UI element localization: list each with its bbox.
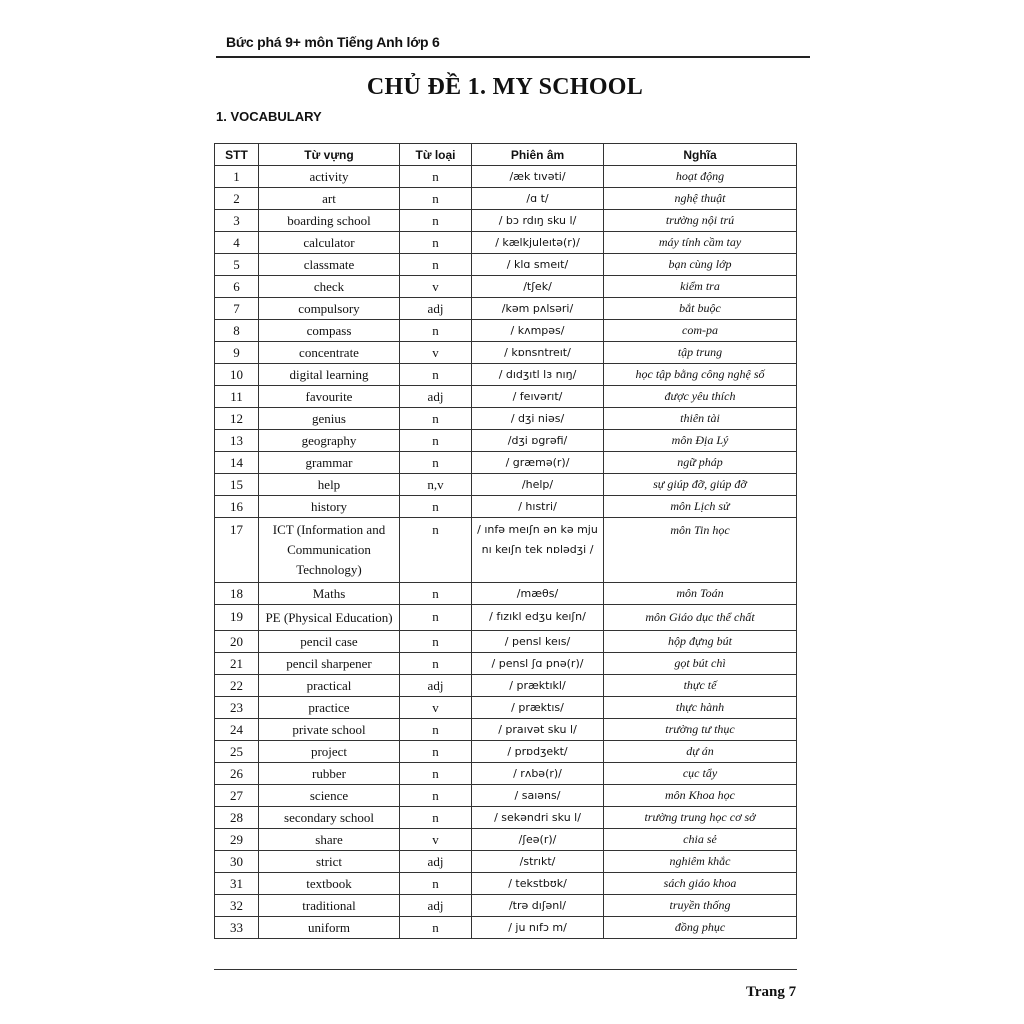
stt-cell: 20 xyxy=(215,631,259,653)
table-row xyxy=(215,807,797,829)
ipa-cell: / klɑ smeıt/ xyxy=(472,254,604,276)
meaning-cell: tập trung xyxy=(604,342,797,364)
ipa-cell: / kʌmpəs/ xyxy=(472,320,604,342)
pos-cell: n xyxy=(400,653,472,675)
table-row xyxy=(215,631,797,653)
word-cell: practical xyxy=(259,675,400,697)
ipa-cell: / kælkjuleıtə(r)/ xyxy=(472,232,604,254)
meaning-cell: đồng phục xyxy=(604,917,797,939)
meaning-cell: nghiêm khắc xyxy=(604,851,797,873)
pos-cell: n xyxy=(400,496,472,518)
ipa-cell: / praıvət sku l/ xyxy=(472,719,604,741)
word-cell: share xyxy=(259,829,400,851)
meaning-cell: thực hành xyxy=(604,697,797,719)
pos-cell: n xyxy=(400,232,472,254)
word-cell: practice xyxy=(259,697,400,719)
table-row xyxy=(215,232,797,254)
word-cell: activity xyxy=(259,166,400,188)
stt-cell: 3 xyxy=(215,210,259,232)
word-cell: digital learning xyxy=(259,364,400,386)
table-row xyxy=(215,851,797,873)
word-cell: compass xyxy=(259,320,400,342)
stt-cell: 15 xyxy=(215,474,259,496)
table-row xyxy=(215,785,797,807)
word-cell: history xyxy=(259,496,400,518)
word-cell: classmate xyxy=(259,254,400,276)
table-row xyxy=(215,430,797,452)
word-cell: science xyxy=(259,785,400,807)
table-row xyxy=(215,741,797,763)
ipa-cell: / fızıkl edʒu keıʃn/ xyxy=(472,605,604,631)
header-meaning: Nghĩa xyxy=(604,144,797,166)
word-cell: compulsory xyxy=(259,298,400,320)
ipa-cell: / kɒnsntreıt/ xyxy=(472,342,604,364)
meaning-cell: bạn cùng lớp xyxy=(604,254,797,276)
stt-cell: 2 xyxy=(215,188,259,210)
ipa-cell: / sekəndri sku l/ xyxy=(472,807,604,829)
ipa-cell: / tekstbʊk/ xyxy=(472,873,604,895)
ipa-cell: / rʌbə(r)/ xyxy=(472,763,604,785)
pos-cell: n xyxy=(400,917,472,939)
table-row xyxy=(215,188,797,210)
stt-cell: 26 xyxy=(215,763,259,785)
word-cell: check xyxy=(259,276,400,298)
pos-cell: n xyxy=(400,583,472,605)
word-cell: calculator xyxy=(259,232,400,254)
meaning-cell: hoạt động xyxy=(604,166,797,188)
meaning-cell: sự giúp đỡ, giúp đỡ xyxy=(604,474,797,496)
stt-cell: 24 xyxy=(215,719,259,741)
ipa-cell: /help/ xyxy=(472,474,604,496)
word-cell: pencil case xyxy=(259,631,400,653)
word-cell: art xyxy=(259,188,400,210)
meaning-cell: môn Giáo dục thể chất xyxy=(604,605,797,631)
ipa-cell: /trə dıʃənl/ xyxy=(472,895,604,917)
table-row xyxy=(215,697,797,719)
ipa-cell: /dʒi ɒgrəfi/ xyxy=(472,430,604,452)
word-cell: textbook xyxy=(259,873,400,895)
pos-cell: adj xyxy=(400,298,472,320)
meaning-cell: dự án xyxy=(604,741,797,763)
pos-cell: adj xyxy=(400,675,472,697)
meaning-cell: được yêu thích xyxy=(604,386,797,408)
table-row xyxy=(215,895,797,917)
meaning-cell: trường nội trú xyxy=(604,210,797,232)
stt-cell: 7 xyxy=(215,298,259,320)
ipa-cell: /kəm pʌlsəri/ xyxy=(472,298,604,320)
meaning-cell: môn Địa Lý xyxy=(604,430,797,452)
table-row xyxy=(215,166,797,188)
meaning-cell: trường tư thục xyxy=(604,719,797,741)
pos-cell: n xyxy=(400,166,472,188)
word-cell: traditional xyxy=(259,895,400,917)
stt-cell: 31 xyxy=(215,873,259,895)
pos-cell: adj xyxy=(400,386,472,408)
stt-cell: 19 xyxy=(215,605,259,631)
pos-cell: n xyxy=(400,364,472,386)
meaning-cell: gọt bút chì xyxy=(604,653,797,675)
meaning-cell: cục tẩy xyxy=(604,763,797,785)
word-cell: grammar xyxy=(259,452,400,474)
stt-cell: 11 xyxy=(215,386,259,408)
stt-cell: 17 xyxy=(215,518,259,583)
stt-cell: 25 xyxy=(215,741,259,763)
table-row xyxy=(215,342,797,364)
meaning-cell: hộp đựng bút xyxy=(604,631,797,653)
word-cell: boarding school xyxy=(259,210,400,232)
ipa-cell: / græmə(r)/ xyxy=(472,452,604,474)
ipa-cell: / præktıs/ xyxy=(472,697,604,719)
ipa-cell: / dıdʒıtl lɜ nıŋ/ xyxy=(472,364,604,386)
pos-cell: v xyxy=(400,697,472,719)
stt-cell: 13 xyxy=(215,430,259,452)
table-row xyxy=(215,763,797,785)
stt-cell: 29 xyxy=(215,829,259,851)
meaning-cell: kiểm tra xyxy=(604,276,797,298)
meaning-cell: bắt buộc xyxy=(604,298,797,320)
ipa-cell: / bɔ rdıŋ sku l/ xyxy=(472,210,604,232)
table-row xyxy=(215,917,797,939)
book-header: Bức phá 9+ môn Tiếng Anh lớp 6 xyxy=(226,34,440,50)
stt-cell: 8 xyxy=(215,320,259,342)
table-row xyxy=(215,474,797,496)
table-row xyxy=(215,605,797,631)
word-cell: ICT (Information and Communication Technology) xyxy=(259,518,400,583)
ipa-cell: / pensl keıs/ xyxy=(472,631,604,653)
ipa-cell: / pensl ʃɑ pnə(r)/ xyxy=(472,653,604,675)
pos-cell: adj xyxy=(400,851,472,873)
table-row xyxy=(215,298,797,320)
ipa-cell: /tʃek/ xyxy=(472,276,604,298)
meaning-cell: sách giáo khoa xyxy=(604,873,797,895)
pos-cell: n xyxy=(400,873,472,895)
stt-cell: 21 xyxy=(215,653,259,675)
stt-cell: 6 xyxy=(215,276,259,298)
ipa-cell: /mæθs/ xyxy=(472,583,604,605)
ipa-cell: /æk tıvəti/ xyxy=(472,166,604,188)
word-cell: private school xyxy=(259,719,400,741)
pos-cell: n xyxy=(400,254,472,276)
pos-cell: n xyxy=(400,605,472,631)
stt-cell: 30 xyxy=(215,851,259,873)
meaning-cell: môn Toán xyxy=(604,583,797,605)
meaning-cell: học tập bằng công nghệ số xyxy=(604,364,797,386)
table-header-row xyxy=(215,144,797,166)
stt-cell: 16 xyxy=(215,496,259,518)
ipa-cell: / ju nıfɔ m/ xyxy=(472,917,604,939)
meaning-cell: thiên tài xyxy=(604,408,797,430)
word-cell: geography xyxy=(259,430,400,452)
word-cell: PE (Physical Education) xyxy=(259,605,400,631)
stt-cell: 10 xyxy=(215,364,259,386)
pos-cell: n xyxy=(400,763,472,785)
stt-cell: 22 xyxy=(215,675,259,697)
table-row xyxy=(215,675,797,697)
word-cell: secondary school xyxy=(259,807,400,829)
meaning-cell: truyền thống xyxy=(604,895,797,917)
table-row xyxy=(215,408,797,430)
meaning-cell: môn Lịch sử xyxy=(604,496,797,518)
word-cell: favourite xyxy=(259,386,400,408)
stt-cell: 32 xyxy=(215,895,259,917)
stt-cell: 28 xyxy=(215,807,259,829)
stt-cell: 9 xyxy=(215,342,259,364)
word-cell: uniform xyxy=(259,917,400,939)
meaning-cell: thực tế xyxy=(604,675,797,697)
meaning-cell: môn Khoa học xyxy=(604,785,797,807)
table-row xyxy=(215,583,797,605)
ipa-cell: / præktıkl/ xyxy=(472,675,604,697)
stt-cell: 1 xyxy=(215,166,259,188)
page-number: Trang 7 xyxy=(746,984,797,1000)
ipa-cell: /ʃeə(r)/ xyxy=(472,829,604,851)
table-row xyxy=(215,653,797,675)
vocabulary-table xyxy=(214,143,797,939)
pos-cell: v xyxy=(400,342,472,364)
table-row xyxy=(215,276,797,298)
stt-cell: 27 xyxy=(215,785,259,807)
meaning-cell: máy tính cầm tay xyxy=(604,232,797,254)
pos-cell: n xyxy=(400,518,472,583)
table-bottom-rule xyxy=(214,969,797,970)
stt-cell: 23 xyxy=(215,697,259,719)
pos-cell: n xyxy=(400,320,472,342)
ipa-cell: / prɒdʒekt/ xyxy=(472,741,604,763)
pos-cell: n xyxy=(400,807,472,829)
section-heading: 1. VOCABULARY xyxy=(216,109,322,124)
pos-cell: adj xyxy=(400,895,472,917)
stt-cell: 5 xyxy=(215,254,259,276)
stt-cell: 4 xyxy=(215,232,259,254)
header-pos: Từ loại xyxy=(400,144,472,166)
header-stt: STT xyxy=(215,144,259,166)
ipa-cell: /ɑ t/ xyxy=(472,188,604,210)
pos-cell: n xyxy=(400,210,472,232)
word-cell: project xyxy=(259,741,400,763)
header-word: Từ vựng xyxy=(259,144,400,166)
table-row xyxy=(215,320,797,342)
ipa-cell: / dʒi niəs/ xyxy=(472,408,604,430)
stt-cell: 33 xyxy=(215,917,259,939)
table-row xyxy=(215,518,797,583)
word-cell: pencil sharpener xyxy=(259,653,400,675)
stt-cell: 12 xyxy=(215,408,259,430)
pos-cell: n xyxy=(400,452,472,474)
header-ipa: Phiên âm xyxy=(472,144,604,166)
meaning-cell: chia sẻ xyxy=(604,829,797,851)
pos-cell: n xyxy=(400,741,472,763)
ipa-cell: / ınfə meıʃn ən kə mju nı keıʃn tek nɒlədʒi / xyxy=(472,518,604,583)
table-row xyxy=(215,452,797,474)
pos-cell: v xyxy=(400,276,472,298)
table-row xyxy=(215,719,797,741)
word-cell: strict xyxy=(259,851,400,873)
word-cell: concentrate xyxy=(259,342,400,364)
ipa-cell: / feıvərıt/ xyxy=(472,386,604,408)
table-row xyxy=(215,254,797,276)
table-row xyxy=(215,386,797,408)
table-row xyxy=(215,210,797,232)
word-cell: help xyxy=(259,474,400,496)
table-row xyxy=(215,873,797,895)
ipa-cell: /strıkt/ xyxy=(472,851,604,873)
word-cell: rubber xyxy=(259,763,400,785)
page-title: CHỦ ĐỀ 1. MY SCHOOL xyxy=(366,74,644,100)
ipa-cell: / hıstri/ xyxy=(472,496,604,518)
ipa-cell: / saıəns/ xyxy=(472,785,604,807)
pos-cell: n xyxy=(400,188,472,210)
pos-cell: n,v xyxy=(400,474,472,496)
pos-cell: n xyxy=(400,408,472,430)
table-row xyxy=(215,496,797,518)
pos-cell: n xyxy=(400,430,472,452)
meaning-cell: môn Tin học xyxy=(604,518,797,583)
pos-cell: v xyxy=(400,829,472,851)
stt-cell: 18 xyxy=(215,583,259,605)
word-cell: Maths xyxy=(259,583,400,605)
meaning-cell: trường trung học cơ sở xyxy=(604,807,797,829)
meaning-cell: ngữ pháp xyxy=(604,452,797,474)
header-divider xyxy=(216,56,810,58)
pos-cell: n xyxy=(400,719,472,741)
table-row xyxy=(215,364,797,386)
table-row xyxy=(215,829,797,851)
word-cell: genius xyxy=(259,408,400,430)
pos-cell: n xyxy=(400,631,472,653)
meaning-cell: nghệ thuật xyxy=(604,188,797,210)
meaning-cell: com-pa xyxy=(604,320,797,342)
pos-cell: n xyxy=(400,785,472,807)
stt-cell: 14 xyxy=(215,452,259,474)
